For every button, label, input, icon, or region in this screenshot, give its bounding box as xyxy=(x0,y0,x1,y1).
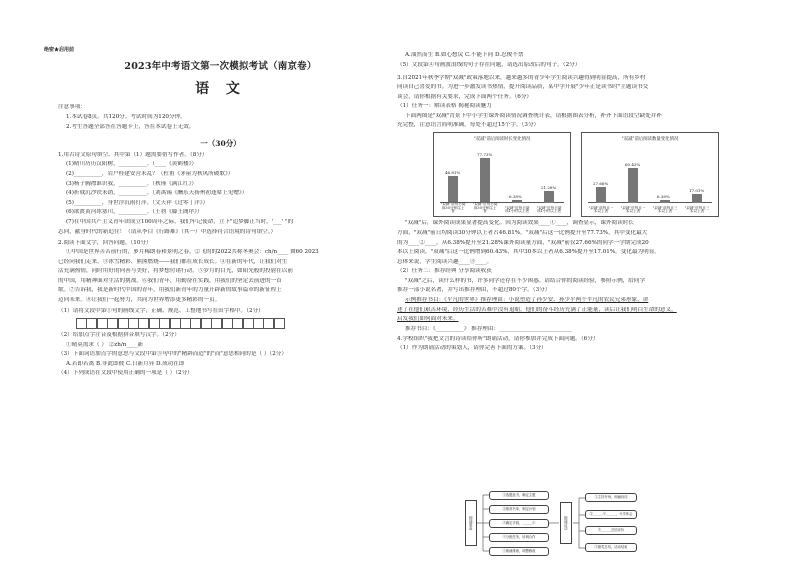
q1-item: 志向，献身时代的新追往！（请从李白《行路难》（其一）中选择符合语境的诗句填空。） xyxy=(58,228,277,235)
passage-line: 歌。⑦告诉我，我是新时代中国的青年，用我们新青年的力量开辟新的故事篇章的新征程上 xyxy=(58,287,282,294)
q3-task2: （2）任务二：推荐经典 分享阅读收获 xyxy=(397,268,492,275)
bar-value-label: 21.28% xyxy=(541,185,557,191)
example-line: 述了在他们艰苦环境、经历生活的苦难中没有退缩，他们的奋斗经历充满了正能量，读后让我们明白生命的意义， xyxy=(397,306,677,313)
chart-bar xyxy=(480,158,490,203)
q2-sub4: （4）下列成语在文段中使用正确的一项是（ ）（2分） xyxy=(58,370,193,377)
diagram-step: ①主持开场，朗诵诗词 xyxy=(585,493,637,502)
note-item: 2.考生答题全部答在答题卡上，答在本试卷上无效。 xyxy=(66,123,195,130)
passage-line: 活充满热情，同时用好的向善与美好，将梦想付诸行动。⑤岁月的目光，如阳光般的投射在以前 xyxy=(58,268,293,275)
diagram-step: ④颁奖总结，活动结束 xyxy=(585,543,637,552)
note-item: 1.本试卷8页。共120分。考试时间为120分钟。 xyxy=(66,113,186,120)
chart-bar xyxy=(448,176,458,203)
diagram-step: ②推荐书单，制定计划 xyxy=(489,505,549,514)
q3-line: 推荐一部小说名著，并写出推荐理由，不超过80个字。（3分） xyxy=(397,287,551,294)
q1-item: (6)欲渡黄河冰塞川，__________。（王勃《滕王阁序》） xyxy=(66,209,203,216)
question-4: 4.学校组织"我把文言的诗读给你听"朗诵活动，请你参加并完成下面问题。（6分） xyxy=(397,335,599,342)
chart-bar xyxy=(512,200,522,204)
category-label: "双减"后每月三本以上者 xyxy=(684,205,710,214)
category-label: "双减"前每月三本以上者 xyxy=(652,205,678,214)
q2-sub2: （2）给加点字注音及根据拼音填写汉字。（2分） xyxy=(58,331,180,338)
diagram-step: ①选题选书，确定主题 xyxy=(489,491,549,500)
diagram-step[interactable]: ③______总结评价 xyxy=(585,526,637,535)
example-line: 启发我们如何面对未来。 xyxy=(397,316,459,323)
q3-line: 同读自己喜爱的书。为进一步激发读书热情，提升阅读品质，某中学开展"少年正是读书时"主题读书交 xyxy=(397,84,649,91)
q3-fill-line: 的为____②____，从6.38%提升至21.28%课外阅读量方面，"双减"前仅27.66%的同学一学期完成20 xyxy=(397,239,649,246)
q1-item: (7)在中国共产主义青年团成立100周年之际，我们牢记使命，立下"追梦脚正当时，'___' "的 xyxy=(66,218,294,225)
q1-item: (3)杨子胸襟谁识我，__________。（秋瑾《满江红》） xyxy=(66,180,197,187)
section-heading: 一（30分） xyxy=(200,138,241,148)
q3-line: "双减"之后，读什么样的书，许多同学还存在不少困惑。请结合你的阅读经验，参照示例，给同学 xyxy=(405,277,646,284)
diagram-step[interactable]: ③确定手段、______④ xyxy=(489,519,549,528)
bar-value-label: 27.66% xyxy=(593,181,609,187)
diagram-root-right: 朗诵活动 xyxy=(560,502,572,544)
q3-task1: （1）任务一：解读表格 揭秘阅读魅力 xyxy=(397,103,492,110)
question-2: 2.阅读下面文字，回答问题。（10分） xyxy=(58,239,152,246)
q1-item: (4)折戟沉沙铁未销，__________。（刘禹锡《酬乐天扬州初逢席上见赠》） xyxy=(66,190,248,197)
example-line: 示例推荐书目：《平凡的世界》推荐理由：小说塑造了孙少安、孙少平两个平凡的农民兄弟形象。讲 xyxy=(405,297,649,304)
category-label: "双减"后每日阅读1小时以上者 xyxy=(536,205,562,214)
q3-line: 充完整，注意语言简明准确，每处不超过15个字。（3分） xyxy=(397,122,540,129)
passage-line: 迈向未来。⑧让我们一起努力，共同为世界增添更多精彩的一页。 xyxy=(58,296,221,303)
q2-sub5: （5）文段第④句画波浪线的句子存在问题，请选出原改后的句子。（2分） xyxy=(397,61,581,68)
diagram-step: ④分配任务，协调合作 xyxy=(489,533,549,542)
bar-value-label: 46.81% xyxy=(445,170,461,176)
q2-sub2-items: ①晴莫需求（ ） ②zh/n____新 xyxy=(66,341,144,348)
chart-bar xyxy=(660,200,670,204)
q1-item: (2)__________，岩户桂建安营未乱？（杜甫《茅屋为秋风所破歌》） xyxy=(66,171,234,178)
chart-bar xyxy=(692,194,702,204)
confidential-label: 绝密★启用前 xyxy=(44,47,75,53)
plan-diagram xyxy=(463,488,638,558)
bar-value-label: 60.43% xyxy=(625,162,641,168)
category-label: "双减"后每日阅读30分钟以上者 xyxy=(472,201,498,214)
q3-fill-line: 本以上阅读，"双减"后这一比例增到60.43%，其中30本以上者从6.38%提升至17.01%。变化最为明显。 xyxy=(397,249,660,256)
q3-fill-line: 总体来说，学生阅读兴趣____③____。 xyxy=(397,258,493,265)
bar-value-label: 6.38% xyxy=(657,193,670,199)
notes-heading: 注意事项： xyxy=(58,104,86,111)
chart-title: "双减"前后阅读数量变化情况 xyxy=(621,137,679,143)
bar-value-label: 77.73% xyxy=(477,152,493,158)
chart-bar xyxy=(596,187,606,203)
reading-time-chart xyxy=(433,132,571,217)
q1-item: (1)晴川历历汉阳树，__________。（____《黄鹤楼》） xyxy=(66,161,197,168)
diagram-step: ⑤朗诵排练，调整修改 xyxy=(489,547,549,556)
q1-item: (5)__________，身世浮沉雨打萍。（文天祥《过零丁洋》） xyxy=(66,199,209,206)
q2-sub3-options: A.若即若离 B.非此即彼 C.日新月异 D.成功在即 xyxy=(66,360,185,367)
left-column xyxy=(58,45,383,380)
question-1: 1.用古诗文原句填空。其中第（1）题需要借写作者。（8分） xyxy=(58,151,208,158)
chart-bar xyxy=(628,168,638,203)
chart-title: "双减"前后阅读时长变化情况 xyxy=(473,137,531,143)
q2-sub4-options: A.油然而生 B.如心想戾 C.不能下同 D.忍俊不禁 xyxy=(405,52,524,58)
question-3: 3.自2021年秋季学期"双减"政策落地以来，越来越多的青少年学生阅读兴趣得到明显提高，所有乡村 xyxy=(397,74,646,81)
reading-quantity-chart xyxy=(581,132,719,217)
q4-sub1: （1）作为朗诵活动的策划人，请你完善下面的方案。（3分） xyxy=(397,345,547,352)
diagram-root-left: 朗诵准备 xyxy=(465,500,477,546)
q3-fill-line: 方面，"双减"前日均阅读30分钟以上者占46.81%，"双减"后这一比例提升至77.73%，其中变化最大 xyxy=(397,230,648,237)
q2-sub3: （3）下面词语加点字的意思与文段中第③句中的"精辟而造"的"而"意思相同的是（ ）（2分） xyxy=(58,351,287,358)
bar-value-label: 6.38% xyxy=(509,193,522,199)
passage-line: 的中国，用精神面对生活的挑战。⑥我们青年，用勤奋在实践，用我们的坚定去前进的一首 xyxy=(58,277,282,284)
q2-sub1: （1）请将文段中第①句的画线文字，正确、规范、工整地书写在田字格中。（2分） xyxy=(58,307,264,314)
recommend-fill[interactable]: 推荐书目：《__________》 推荐理由：__________________________ xyxy=(405,325,572,332)
passage-line: 已经向我们走来。③冰雪精彩、熊熊燃烧——我们都在成长成长。④在新的年代，让我们对生 xyxy=(58,258,288,265)
category-label: "双减"后每日阅读1小时以上者 xyxy=(504,205,530,214)
writing-grid[interactable] xyxy=(76,318,383,329)
q3-fill-line: "双减"后，课外阅读成果显著提高变化。因为阅读效果____①____，调查显示，课外阅读时长 xyxy=(405,220,634,227)
right-column xyxy=(397,52,742,355)
category-label: "双减"前每月一本以上者 xyxy=(588,205,614,214)
bar-value-label: 17.01% xyxy=(689,187,705,193)
q3-line: 谈会，请你根据有关要求，完成下面两个任务。（6分） xyxy=(397,93,533,100)
q3-line: 下面两图是"双减"背景下中小学生课外阅读情况调查统计表，请根据图表分析，补齐下面语段空缺处并补 xyxy=(405,112,662,119)
charts-row xyxy=(433,132,742,217)
diagram-step[interactable]: ②______④______，分享体会 xyxy=(585,510,637,519)
category-label: "双减"后每月一本以上者 xyxy=(620,205,646,214)
subject-title: 语 文 xyxy=(195,80,246,97)
passage-line: ①中国是世界苦苦前行的，萝月稀朗春和景明之春，②飞的的2022共称冬奥会：ch/n____ 舞60 2023 xyxy=(66,249,319,256)
category-label: "双减"前每日阅读30分钟以上者 xyxy=(440,201,466,214)
exam-title: 2023年中考语文第一次模拟考试（南京卷） xyxy=(124,61,317,72)
chart-bar xyxy=(544,191,554,203)
